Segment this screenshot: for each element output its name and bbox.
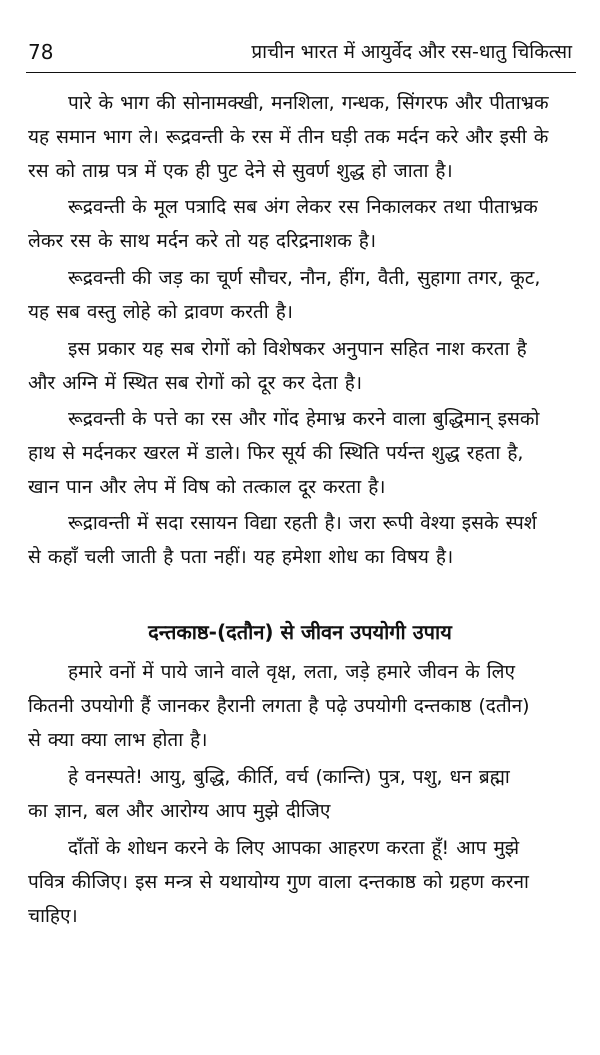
paragraph-line: दाँतों के शोधन करने के लिए आपका आहरण करता हूँ! आप मुझे (68, 837, 520, 859)
header-rule (26, 72, 576, 73)
paragraph-line: रूद्रावन्ती में सदा रसायन विद्या रहती है। जरा रूपी वेश्या इसके स्पर्श (68, 512, 537, 534)
section-heading: दन्तकाष्ठ-(दतौन) से जीवन उपयोगी उपाय (148, 620, 452, 644)
paragraph (28, 402, 580, 504)
paragraph-line: रस को ताम्र पत्र में एक ही पुट देने से सुवर्ण शुद्ध हो जाता है। (28, 160, 453, 182)
paragraph-line: रूद्रवन्ती के मूल पत्रादि सब अंग लेकर रस निकालकर तथा पीताभ्रक (68, 196, 538, 218)
page-number: 78 (28, 40, 54, 64)
paragraph-line: हे वनस्पते! आयु, बुद्धि, कीर्ति, वर्च (कान्ति) पुत्र, पशु, धन ब्रह्मा (68, 766, 510, 788)
paragraph-line: हाथ से मर्दनकर खरल में डाले। फिर सूर्य की स्थिति पर्यन्त शुद्ध रहता है, (28, 442, 524, 464)
paragraph (28, 190, 580, 258)
paragraph (28, 831, 580, 933)
paragraph-line: कितनी उपयोगी हैं जानकर हैरानी लगता है पढ़े उपयोगी दन्तकाष्ठ (दतौन) (28, 695, 530, 717)
paragraph (28, 655, 580, 757)
paragraph (28, 332, 580, 400)
paragraph-line: का ज्ञान, बल और आरोग्य आप मुझे दीजिए (28, 800, 331, 822)
paragraph-line: पारे के भाग की सोनामक्खी, मनशिला, गन्धक, सिंगरफ और पीताभ्रक (68, 92, 549, 114)
paragraph (28, 261, 580, 329)
paragraph (28, 506, 580, 574)
paragraph-line: पवित्र कीजिए। इस मन्त्र से यथायोग्य गुण वाला दन्तकाष्ठ को ग्रहण करना (28, 871, 529, 893)
paragraph-line: खान पान और लेप में विष को तत्काल दूर करता है। (28, 476, 386, 498)
paragraph-line: रूद्रवन्ती की जड़ का चूर्ण सौचर, नौन, हींग, वैती, सुहागा तगर, कूट, (68, 267, 541, 289)
running-header: प्राचीन भारत में आयुर्वेद और रस-धातु चिकित्सा (251, 41, 572, 63)
paragraph (28, 86, 580, 188)
paragraph-line: चाहिए। (28, 905, 78, 927)
paragraph-line: से कहाँ चली जाती है पता नहीं। यह हमेशा शोध का विषय है। (28, 546, 454, 568)
paragraph-line: और अग्नि में स्थित सब रोगों को दूर कर देता है। (28, 372, 363, 394)
paragraph (28, 760, 580, 828)
paragraph-line: यह सब वस्तु लोहे को द्रावण करती है। (28, 301, 293, 323)
paragraph-line: से क्या क्या लाभ होता है। (28, 729, 208, 751)
paragraph-line: लेकर रस के साथ मर्दन करे तो यह दरिद्रनाशक है। (28, 230, 377, 252)
paragraph-line: हमारे वनों में पाये जाने वाले वृक्ष, लता, जड़े हमारे जीवन के लिए (68, 661, 516, 683)
paragraph-line: इस प्रकार यह सब रोगों को विशेषकर अनुपान सहित नाश करता है (68, 338, 527, 360)
paragraph-line: रूद्रवन्ती के पत्ते का रस और गोंद हेमाभ्र करने वाला बुद्धिमान् इसको (68, 408, 540, 430)
paragraph-line: यह समान भाग ले। रूद्रवन्ती के रस में तीन घड़ी तक मर्दन करे और इसी के (28, 126, 549, 148)
